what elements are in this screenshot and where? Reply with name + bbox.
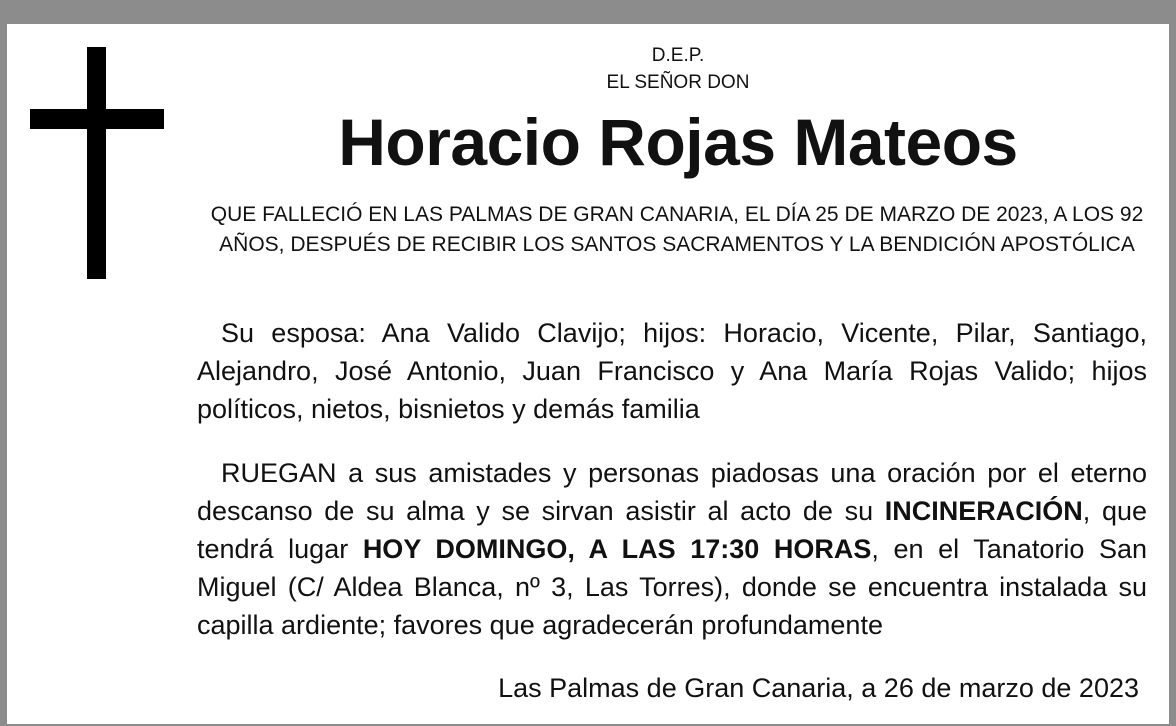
deceased-name: Horacio Rojas Mateos <box>338 105 1018 179</box>
ceremony-paragraph <box>197 454 1147 644</box>
death-notice: QUE FALLECIÓ EN LAS PALMAS DE GRAN CANARIA, EL DÍA 25 DE MARZO DE 2023, A LOS 92 AÑOS, DESPUÉS DE RECIBIR LOS SANTOS SACRAMENTOS Y LA BENDICIÓN APOSTÓLICA <box>210 203 1144 256</box>
honorific-title: EL SEÑOR DON <box>606 72 750 93</box>
place-date: Las Palmas de Gran Canaria, a 26 de marzo de 2023 <box>498 673 1139 703</box>
ceremony-time: HOY DOMINGO, A LAS 17:30 HORAS <box>362 534 872 564</box>
ceremony-type: INCINERACIÓN <box>884 496 1083 526</box>
ceremony-text-2: , que tendrá lugar <box>197 496 1147 564</box>
ceremony-text-1: RUEGAN a sus amistades y personas piadosas una oración por el eterno descanso de su alma y se sirvan asistir al acto de su <box>197 458 1147 526</box>
family-paragraph: Su esposa: Ana Valido Clavijo; hijos: Horacio, Vicente, Pilar, Santiago, Alejandro, José Antonio, Juan Francisco y Ana María Rojas Valido; hijos políticos, nietos, bisnietos y demás familia <box>197 318 1147 424</box>
ceremony-text-3: , en el Tanatorio San Miguel (C/ Aldea Blanca, nº 3, Las Torres), donde se encuentra instalada su capilla ardiente; favores que agradecerán profundamente <box>197 534 1147 640</box>
dep-heading: D.E.P. <box>651 45 705 66</box>
